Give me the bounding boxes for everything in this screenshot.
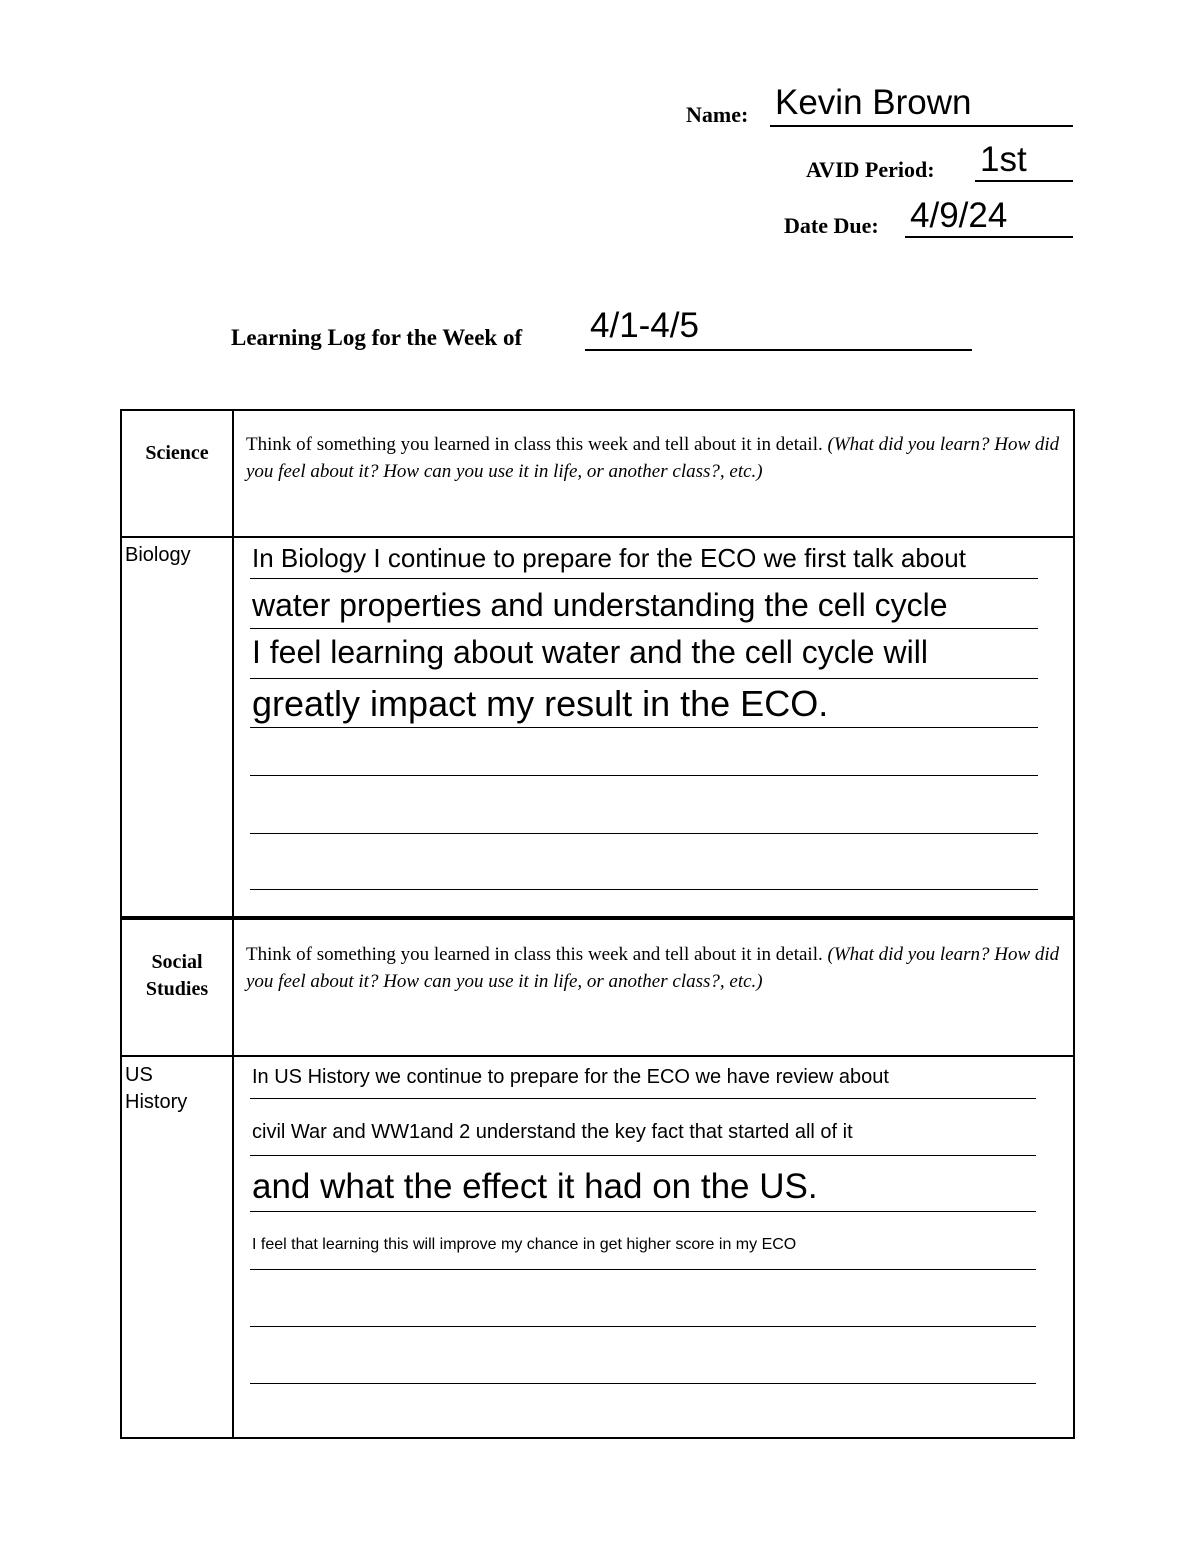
writing-line	[250, 1155, 1036, 1156]
biology-entry-line-1[interactable]: In Biology I continue to prepare for the ECO we first talk about	[252, 543, 966, 573]
course-biology: Biology	[125, 544, 191, 566]
date-due-label: Date Due:	[784, 213, 879, 238]
writing-line	[250, 678, 1038, 679]
us-history-entry-line-1[interactable]: In US History we continue to prepare for the ECO we have review about	[252, 1066, 889, 1088]
us-history-entry-line-3[interactable]: and what the effect it had on the US.	[252, 1167, 818, 1206]
name-label: Name:	[686, 102, 749, 127]
biology-entry-line-3[interactable]: I feel learning about water and the cell cycle will	[252, 634, 928, 670]
writing-line	[250, 775, 1038, 776]
week-of-underline	[585, 349, 972, 351]
writing-line	[250, 628, 1038, 629]
subject-social-line1: Social	[151, 951, 203, 973]
subject-social-studies	[122, 949, 232, 1003]
writing-line	[250, 1269, 1036, 1270]
date-due-underline	[905, 236, 1073, 238]
prompt-text: Think of something you learned in class this week and tell about it in detail.	[246, 434, 823, 455]
row-divider-science-prompt	[120, 536, 1075, 538]
us-history-entry-line-4[interactable]: I feel that learning this will improve my chance in get higher score in my ECO	[252, 1236, 797, 1253]
name-underline	[770, 125, 1073, 127]
prompt-questions: (What did you learn? How did you feel about it? How can you use it in life, or another class?, etc.)	[246, 944, 1060, 992]
writing-line	[250, 578, 1038, 579]
writing-line	[250, 1098, 1036, 1099]
row-divider-section	[120, 916, 1075, 920]
learning-log-title: Learning Log for the Week of	[231, 325, 523, 350]
course-us-history	[125, 1062, 187, 1116]
course-us-line1: US	[125, 1064, 153, 1086]
avid-period-field[interactable]: 1st	[980, 140, 1027, 179]
writing-line	[250, 889, 1038, 890]
biology-entry-line-4[interactable]: greatly impact my result in the ECO.	[252, 683, 829, 724]
table-column-divider	[232, 409, 234, 1439]
social-studies-prompt	[246, 941, 1066, 995]
science-prompt	[246, 431, 1066, 485]
writing-line	[250, 1326, 1036, 1327]
course-us-line2: History	[125, 1091, 188, 1113]
biology-entry-line-2[interactable]: water properties and understanding the cell cycle	[252, 587, 948, 623]
us-history-entry-line-2[interactable]: civil War and WW1and 2 understand the key fact that started all of it	[252, 1121, 853, 1143]
avid-period-underline	[975, 180, 1073, 182]
writing-line	[250, 727, 1038, 728]
name-field[interactable]: Kevin Brown	[775, 83, 972, 122]
writing-line	[250, 1211, 1036, 1212]
prompt-text: Think of something you learned in class this week and tell about it in detail.	[246, 944, 823, 965]
writing-line	[250, 1383, 1036, 1384]
writing-line	[250, 833, 1038, 834]
date-due-field[interactable]: 4/9/24	[910, 196, 1008, 235]
subject-social-line2: Studies	[145, 978, 209, 1000]
prompt-questions: (What did you learn? How did you feel about it? How can you use it in life, or another class?, etc.)	[246, 434, 1060, 482]
week-of-field[interactable]: 4/1-4/5	[590, 306, 699, 345]
row-divider-social-prompt	[120, 1055, 1075, 1057]
subject-science: Science	[145, 442, 209, 464]
avid-period-label: AVID Period:	[806, 157, 935, 182]
